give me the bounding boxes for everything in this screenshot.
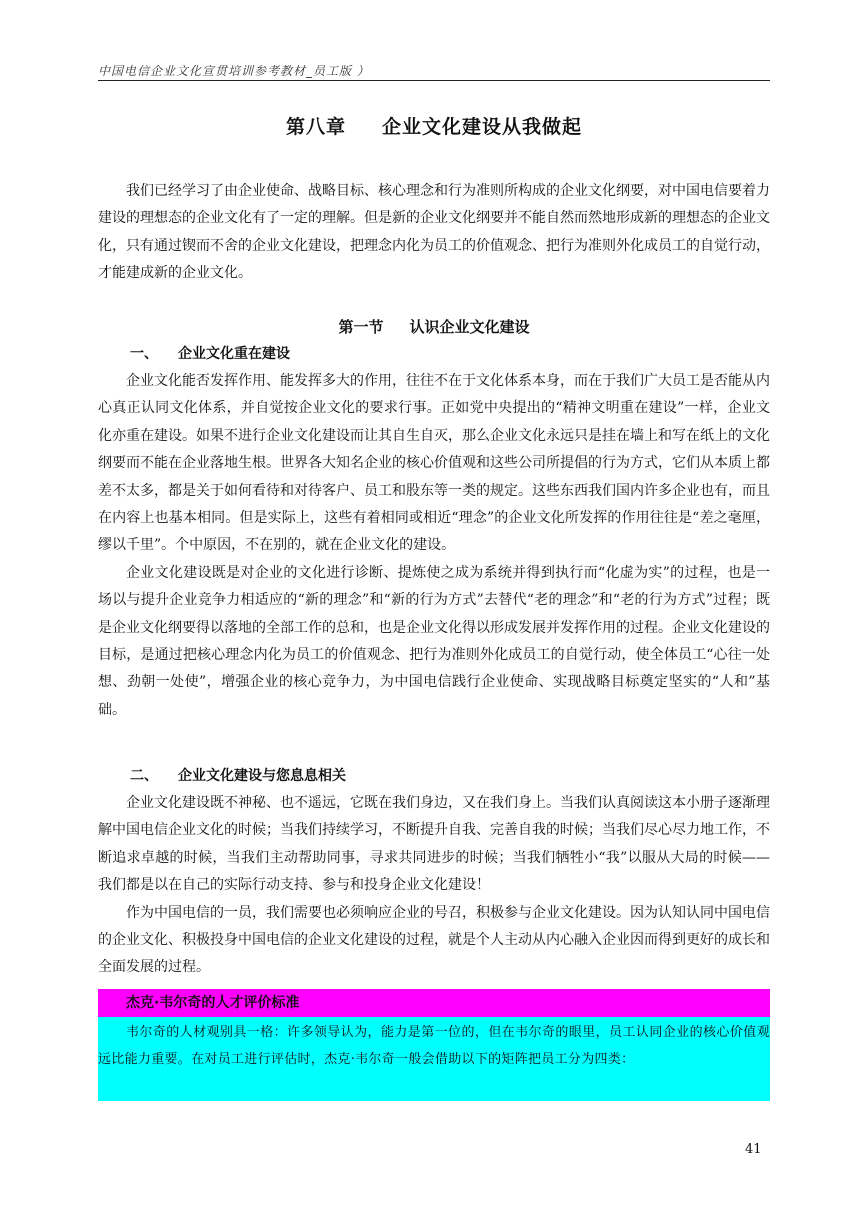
page-number: 41 — [745, 1142, 762, 1157]
sidebar-box-title-text: 杰克·韦尔奇的人才评价标准 — [126, 995, 300, 1011]
sidebar-box-body — [98, 1017, 770, 1101]
chapter-title — [0, 112, 868, 139]
subsection-heading-2 — [130, 765, 346, 785]
subsection-title: 企业文化建设与您息息相关 — [178, 768, 346, 784]
sidebar-box-title — [98, 989, 770, 1017]
paragraph: 企业文化能否发挥作用、能发挥多大的作用，往往不在于文化体系本身，而在于我们广大员工是否能从内心真正认同文化体系，并自觉按企业文化的要求行事。正如党中央提出的“精神文明重在建设”一样，企业文化亦重在建设。如果不进行企业文化建设而让其自生自灭，那么企业文化永远只是挂在墙上和写在纸上的文化纲要而不能在企业落地生根。世界各大知名企业的核心价值观和这些公司所提倡的行为方式，它们从本质上都差不太多，都是关于如何看待和对待客户、员工和股东等一类的规定。这些东西我们国内许多企业也有，而且在内容上也基本相同。但是实际上，这些有着相同或相近“理念”的企业文化所发挥的作用往往是“差之毫厘，缪以千里”。个中原因，不在别的，就在企业文化的建设。 — [98, 373, 770, 554]
section-title — [0, 316, 868, 337]
subsection-number: 二、 — [130, 768, 158, 784]
section-heading: 认识企业文化建设 — [409, 318, 530, 336]
paragraph: 作为中国电信的一员，我们需要也必须响应企业的号召，积极参与企业文化建设。因为认知认同中国电信的企业文化、积极投身中国电信的企业文化建设的过程，就是个人主动从内心融入企业因而得到更好的成长和全面发展的过程。 — [98, 904, 770, 976]
subsection-number: 一、 — [130, 346, 158, 362]
section-number: 第一节 — [338, 318, 384, 336]
running-header: 中国电信企业文化宣贯培训参考教材_员工版 ） — [98, 64, 370, 78]
intro-paragraph: 我们已经学习了由企业使命、战略目标、核心理念和行为准则所构成的企业文化纲要，对中国电信要着力建设的理想态的企业文化有了一定的理解。但是新的企业文化纲要并不能自然而然地形成新的理想态的企业文化，只有通过锲而不舍的企业文化建设，把理念内化为员工的价值观念、把行为准则外化成员工的自觉行动，才能建成新的企业文化。 — [98, 183, 770, 282]
subsection-title: 企业文化重在建设 — [178, 346, 290, 362]
intro-block — [98, 178, 770, 288]
subsection-body-1 — [98, 368, 770, 724]
paragraph: 企业文化建设既不神秘、也不遥远，它既在我们身边，又在我们身上。当我们认真阅读这本小册子逐渐理解中国电信企业文化的时候；当我们持续学习，不断提升自我、完善自我的时候；当我们尽心尽力地工作，不断追求卓越的时候，当我们主动帮助同事，寻求共同进步的时候；当我们牺牲小“我”以服从大局的时候——我们都是以在自己的实际行动支持、参与和投身企业文化建设！ — [98, 795, 770, 894]
chapter-number: 第八章 — [285, 116, 346, 138]
sidebar-box-text: 韦尔奇的人材观别具一格：许多领导认为，能力是第一位的，但在韦尔奇的眼里，员工认同企业的核心价值观远比能力重要。在对员工进行评估时，杰克·韦尔奇一般会借助以下的矩阵把员工分为四类： — [98, 1025, 770, 1067]
chapter-heading: 企业文化建设从我做起 — [382, 116, 583, 138]
paragraph: 企业文化建设既是对企业的文化进行诊断、提炼使之成为系统并得到执行而“化虚为实”的过程，也是一场以与提升企业竞争力相适应的“新的理念”和“新的行为方式”去替代“老的理念”和“老的行为方式”过程；既是企业文化纲要得以落地的全部工作的总和，也是企业文化得以形成发展并发挥作用的过程。企业文化建设的目标，是通过把核心理念内化为员工的价值观念、把行为准则外化成员工的自觉行动，使全体员工“心往一处想、劲朝一处使”，增强企业的核心竞争力，为中国电信践行企业使命、实现战略目标奠定坚实的“人和”基础。 — [98, 564, 770, 718]
subsection-body-2 — [98, 790, 770, 982]
subsection-heading-1 — [130, 343, 290, 363]
header-rule — [98, 80, 770, 81]
